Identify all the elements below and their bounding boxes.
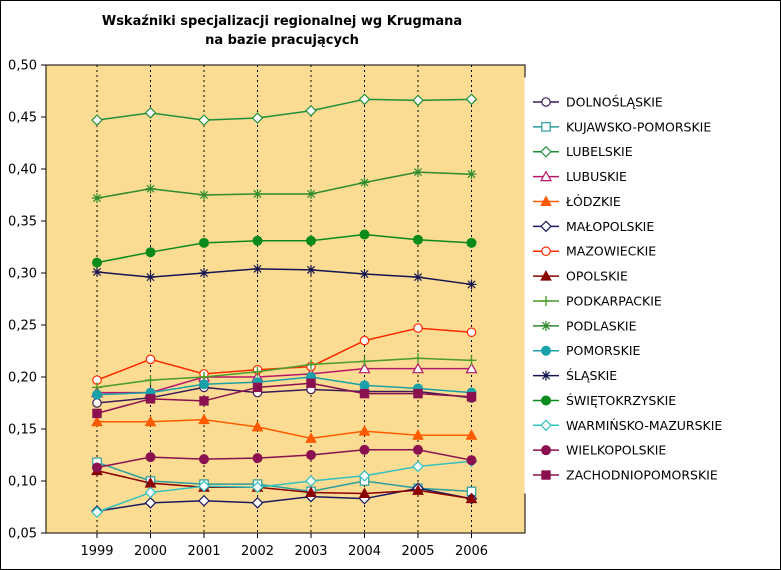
data-point bbox=[307, 451, 316, 460]
data-point bbox=[253, 383, 261, 391]
legend-marker bbox=[542, 471, 550, 479]
data-point bbox=[92, 193, 102, 203]
data-point bbox=[360, 336, 368, 344]
data-point bbox=[253, 264, 263, 274]
legend-marker bbox=[542, 446, 551, 455]
data-point bbox=[360, 389, 368, 397]
x-tick-label: 2006 bbox=[454, 544, 489, 559]
data-point bbox=[200, 455, 209, 464]
legend-label: ZACHODNIOPOMORSKIE bbox=[566, 467, 718, 483]
y-tick-label: 0,25 bbox=[8, 318, 37, 334]
x-tick-label: 2002 bbox=[240, 544, 275, 559]
data-point bbox=[199, 268, 209, 278]
data-point bbox=[360, 269, 370, 279]
y-tick-label: 0,30 bbox=[8, 266, 37, 282]
legend-label: PODLASKIE bbox=[566, 318, 637, 334]
x-tick-label: 2001 bbox=[187, 544, 221, 559]
data-point bbox=[199, 190, 209, 200]
data-point bbox=[146, 248, 155, 257]
data-point bbox=[467, 169, 477, 179]
legend-marker bbox=[542, 98, 550, 106]
legend-marker bbox=[541, 371, 551, 381]
data-point bbox=[93, 463, 102, 472]
data-point bbox=[93, 258, 102, 267]
legend-label: LUBELSKIE bbox=[566, 144, 633, 160]
data-point bbox=[93, 409, 101, 417]
y-tick-label: 0,10 bbox=[8, 474, 37, 490]
legend-marker bbox=[542, 123, 550, 131]
data-point bbox=[414, 235, 423, 244]
data-point bbox=[200, 380, 209, 389]
legend-label: ŁÓDZKIE bbox=[566, 193, 621, 209]
x-tick-label: 1999 bbox=[80, 544, 114, 559]
data-point bbox=[467, 393, 475, 401]
legend-label: WARMIŃSKO-MAZURSKIE bbox=[566, 417, 723, 433]
legend-marker bbox=[542, 396, 551, 405]
legend-marker bbox=[541, 321, 551, 331]
y-tick-label: 0,45 bbox=[8, 110, 37, 126]
data-point bbox=[414, 389, 422, 397]
data-point bbox=[200, 238, 209, 247]
data-point bbox=[467, 238, 476, 247]
legend-label: DOLNOŚLĄSKIE bbox=[566, 94, 663, 110]
y-tick-label: 0,50 bbox=[8, 58, 37, 74]
data-point bbox=[146, 272, 156, 282]
data-point bbox=[414, 445, 423, 454]
data-point bbox=[253, 236, 262, 245]
chart-title-line-2: na bazie pracujących bbox=[205, 33, 359, 48]
legend-label: ŚWIĘTOKRZYSKIE bbox=[566, 392, 677, 408]
y-tick-label: 0,05 bbox=[8, 526, 37, 542]
data-point bbox=[413, 167, 423, 177]
data-point bbox=[92, 267, 102, 277]
legend-label: MAZOWIECKIE bbox=[566, 243, 657, 259]
legend-label: OPOLSKIE bbox=[566, 268, 628, 284]
data-point bbox=[93, 399, 101, 407]
legend-label: LUBUSKIE bbox=[566, 169, 627, 185]
data-point bbox=[146, 184, 156, 194]
legend-label: PODKARPACKIE bbox=[566, 293, 662, 309]
x-tick-label: 2004 bbox=[347, 544, 382, 559]
data-point bbox=[307, 379, 315, 387]
data-point bbox=[253, 189, 263, 199]
data-point bbox=[306, 265, 316, 275]
legend-label: MAŁOPOLSKIE bbox=[566, 218, 655, 234]
data-point bbox=[200, 397, 208, 405]
legend-marker bbox=[542, 346, 551, 355]
data-point bbox=[306, 189, 316, 199]
y-tick-label: 0,15 bbox=[8, 422, 37, 438]
data-point bbox=[253, 454, 262, 463]
legend-label: WIELKOPOLSKIE bbox=[566, 442, 667, 458]
x-tick-label: 2005 bbox=[401, 544, 435, 559]
data-point bbox=[360, 381, 369, 390]
y-tick-label: 0,35 bbox=[8, 214, 37, 230]
x-tick-label: 2000 bbox=[133, 544, 168, 559]
data-point bbox=[467, 456, 476, 465]
legend-label: KUJAWSKO-POMORSKIE bbox=[566, 119, 712, 135]
chart-title-line-1: Wskaźniki specjalizacji regionalnej wg Krugmana bbox=[101, 14, 463, 29]
data-point bbox=[360, 230, 369, 239]
legend-label: POMORSKIE bbox=[566, 343, 641, 359]
data-point bbox=[146, 355, 154, 363]
data-point bbox=[360, 178, 370, 188]
data-point bbox=[414, 324, 422, 332]
legend-marker bbox=[542, 247, 550, 255]
data-point bbox=[146, 453, 155, 462]
y-tick-label: 0,40 bbox=[8, 162, 37, 178]
data-point bbox=[146, 395, 154, 403]
data-point bbox=[307, 236, 316, 245]
data-point bbox=[467, 328, 475, 336]
data-point bbox=[467, 279, 477, 289]
legend-label: ŚLĄSKIE bbox=[566, 368, 618, 384]
y-tick-label: 0,20 bbox=[8, 370, 37, 386]
data-point bbox=[413, 272, 423, 282]
data-point bbox=[93, 390, 102, 399]
x-tick-label: 2003 bbox=[294, 544, 328, 559]
data-point bbox=[360, 445, 369, 454]
